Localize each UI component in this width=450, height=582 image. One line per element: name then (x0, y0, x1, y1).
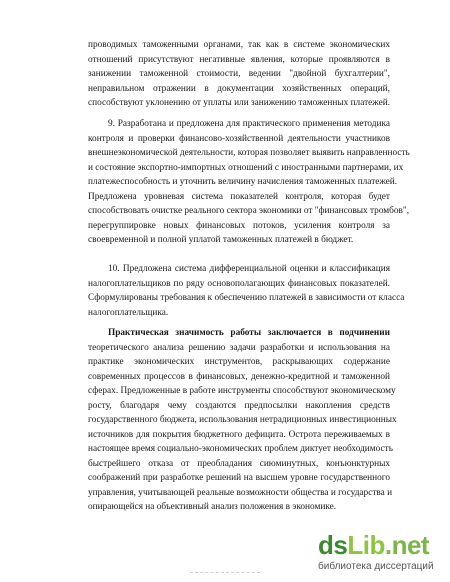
text-line: внешнеэкономической деятельности, которая позволяет выявить направленность (88, 148, 410, 158)
dslib-logo: dsLib.net (318, 530, 430, 560)
text-line: проводимых таможенными органами, так как в системе экономических (88, 40, 390, 50)
footer-divider (190, 572, 260, 574)
paragraph-continuation (88, 38, 390, 111)
text-line: государственного бюджета, использования нетрадиционных инвестиционных (88, 415, 397, 425)
text-line: теоретического анализа решению задачи разработки и использования на (88, 342, 390, 353)
text-line: своевременной и полной уплатой таможенных платежей в бюджет. (88, 235, 354, 245)
text-line: платежеспособность и уточнить величину начисления таможенных платежей. (88, 177, 398, 187)
text-line: 10. Предложена система дифференциальной оценки и классификация (108, 264, 390, 274)
text-line: современных процессов в финансовых, денежно-кредитной и таможенной (88, 371, 390, 382)
paragraph-item-10 (88, 262, 405, 320)
text-line: перегруппировке новых финансовых потоков, усиления контроля за (88, 220, 390, 231)
text-line: способствуют уклонению от уплаты или занижению таможенных платежей. (88, 98, 391, 108)
text-line: неправильном отражении в документации хозяйственных операций, (88, 83, 390, 94)
text-line: сферах. Предложенные в работе инструменты способствуют экономическому (88, 386, 396, 396)
section-heading-line: Практическая значимость работы заключается в подчинении (108, 328, 390, 338)
watermark-subtitle: библиотека диссертаций (318, 561, 434, 572)
dslib-watermark[interactable] (318, 530, 446, 578)
text-line: налогоплательщиков по ряду основополагающих финансовых показателей. (88, 278, 390, 289)
text-line: управления, учитывающей реальные возможности общества и государства и (88, 487, 393, 498)
text-line: и состояние экспортно-импортных отношений с иностранными партнерами, их (88, 162, 404, 173)
text-line: контроля и проверки финансово-хозяйственной деятельности участников (88, 133, 390, 144)
paragraph-practical-significance (88, 326, 397, 515)
text-line: опирающейся на объективный анализ положения в экономике. (88, 502, 337, 512)
text-line: настоящее время социально-экономических проблем диктует необходимость (88, 444, 393, 454)
text-line: занижении таможенной стоимости, ведении "двойной бухгалтерии", (88, 69, 390, 79)
text-line: налогоплательщика. (88, 307, 169, 318)
text-line: практике экономических инструментов, раскрывающих содержание (88, 357, 390, 367)
text-line: Сформулированы требования к обеспечению платежей в зависимости от класса (88, 293, 405, 303)
text-line: отношений присутствуют негативные явления, которые проявляются в (88, 54, 390, 65)
text-line: 9. Разработана и предложена для практического применения методика (108, 119, 390, 129)
paragraph-item-9 (88, 117, 410, 248)
text-line: источников для покрытия бюджетного дефицита. Острота переживаемых в (88, 429, 390, 440)
text-line: Предложена уровневая система показателей контроля, которая будет (88, 191, 390, 202)
text-line: росту, благодаря чему создаются предпосылки накопления средств (88, 400, 390, 411)
text-line: быстрейшего отказа от преобладания сиюминутных, конъюнктурных (88, 458, 390, 469)
text-line: способствовать очистке реального сектора экономики от "финансовых тромбов", (88, 206, 410, 216)
text-line: соображений при разработке решений на высшем уровне государственного (88, 473, 390, 483)
